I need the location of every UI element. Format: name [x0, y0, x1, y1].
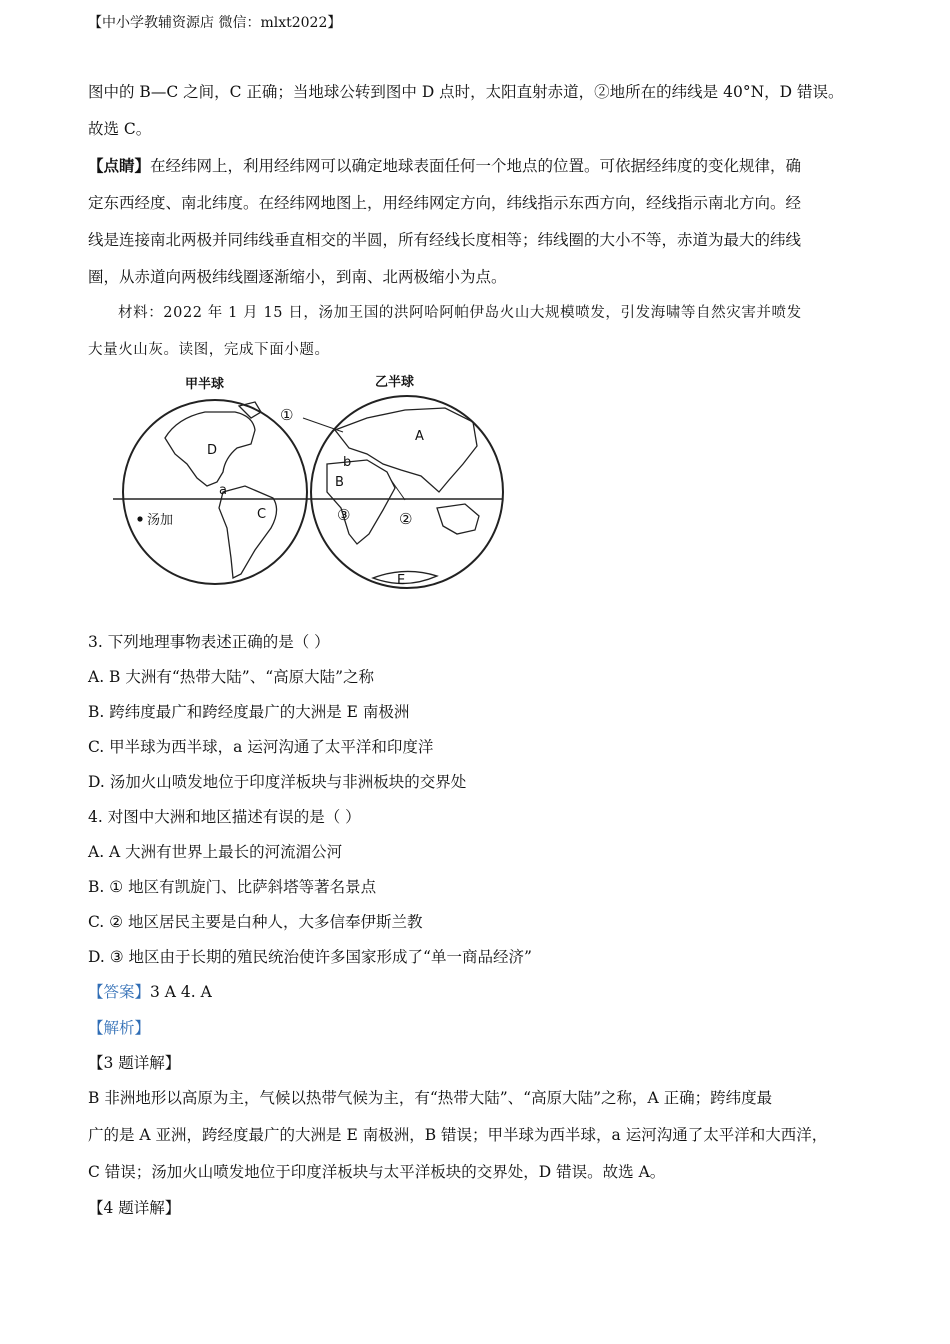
label-circle-1: ① [280, 406, 294, 424]
dianjing-tag: 【点睛】 [88, 156, 151, 175]
question-3-option: D. 汤加火山喷发地位于印度洋板块与非洲板块的交界处 [88, 773, 467, 791]
header-source: 【中小学教辅资源店 微信：mlxt2022】 [88, 15, 342, 31]
tonga-label: 汤加 [147, 513, 174, 528]
text-line: 线是连接南北两极并同纬线垂直相交的半圆，所有经线长度相等；纬线圈的大小不等，赤道为最大的纬线 [88, 231, 802, 249]
text-line: 图中的 B—C 之间，C 正确；当地球公转到图中 D 点时，太阳直射赤道，②地所在的纬线是 40°N，D 错误。 [88, 83, 844, 101]
eastern-hemisphere-title: 乙半球 [375, 375, 415, 390]
label-d: D [207, 443, 218, 458]
question-3-option: C. 甲半球为西半球，a 运河沟通了太平洋和印度洋 [88, 738, 434, 756]
question-3-option: B. 跨纬度最广和跨经度最广的大洲是 E 南极洲 [88, 703, 410, 721]
tonga-marker [137, 516, 142, 521]
australia-shape [437, 504, 479, 534]
question-4-stem: 4. 对图中大洲和地区描述有误的是（ ） [88, 808, 361, 826]
label-circle-2: ② [399, 510, 413, 528]
detail-4-title: 【4 题详解】 [88, 1199, 181, 1217]
question-4-option: D. ③ 地区由于长期的殖民统治使许多国家形成了“单一商品经济” [88, 948, 532, 966]
detail-3-line: 广的是 A 亚洲，跨经度最广的大洲是 E 南极洲，B 错误；甲半球为西半球，a 运河沟通了太平洋和大西洋， [88, 1126, 828, 1144]
label-b-small: b [343, 455, 352, 470]
text-line: 圈，从赤道向两极纬线圈逐渐缩小，到南、北两极缩小为点。 [88, 268, 507, 286]
question-4-option: B. ① 地区有凯旋门、比萨斜塔等著名景点 [88, 878, 377, 896]
detail-3-line: C 错误；汤加火山喷发地位于印度洋板块与太平洋板块的交界处，D 错误。故选 A。 [88, 1163, 666, 1181]
label-a-canal: a [219, 483, 227, 498]
label-a: A [415, 429, 424, 444]
label-c: C [257, 507, 267, 522]
western-hemisphere-title: 甲半球 [185, 377, 225, 392]
analysis-tag: 【解析】 [88, 1019, 151, 1037]
text-line: 故选 C。 [88, 120, 152, 138]
detail-3-line: B 非洲地形以高原为主，气候以热带气候为主，有“热带大陆”、“高原大陆”之称，A 正确；跨纬度最 [88, 1089, 773, 1107]
eurasia-shape [335, 408, 477, 492]
dianjing-text: 在经纬网上，利用经纬网可以确定地球表面任何一个地点的位置。可依据经纬度的变化规律，确 [150, 157, 802, 175]
answer-text: 3 A 4. A [150, 983, 212, 1001]
pointer-line [391, 480, 405, 500]
answer-tag: 【答案】 [88, 983, 151, 1001]
text-line: 定东西经度、南北纬度。在经纬网地图上，用经纬网定方向，纬线指示东西方向，经线指示南北方向。经 [88, 194, 802, 212]
dianjing-paragraph [88, 156, 801, 176]
question-4-option: C. ② 地区居民主要是白种人，大多信奉伊斯兰教 [88, 913, 423, 931]
eastern-hemisphere-circle [311, 396, 503, 588]
label-b: B [335, 475, 344, 490]
western-hemisphere-circle [123, 400, 307, 584]
material-line: 材料：2022 年 1 月 15 日，汤加王国的洪阿哈阿帕伊岛火山大规模喷发，引发海啸等自然灾害并喷发 [118, 305, 802, 321]
question-3-option: A. B 大洲有“热带大陆”、“高原大陆”之称 [88, 668, 375, 686]
material-line: 大量火山灰。读图，完成下面小题。 [88, 342, 330, 358]
question-4-option: A. A 大洲有世界上最长的河流湄公河 [88, 843, 343, 861]
question-3-stem: 3. 下列地理事物表述正确的是（ ） [88, 633, 330, 651]
label-circle-3: ③ [337, 506, 351, 524]
africa-shape [327, 460, 395, 544]
label-e: E [397, 573, 406, 588]
detail-3-title: 【3 题详解】 [88, 1054, 181, 1072]
hemisphere-map [105, 368, 505, 600]
answer-line [88, 982, 212, 1002]
